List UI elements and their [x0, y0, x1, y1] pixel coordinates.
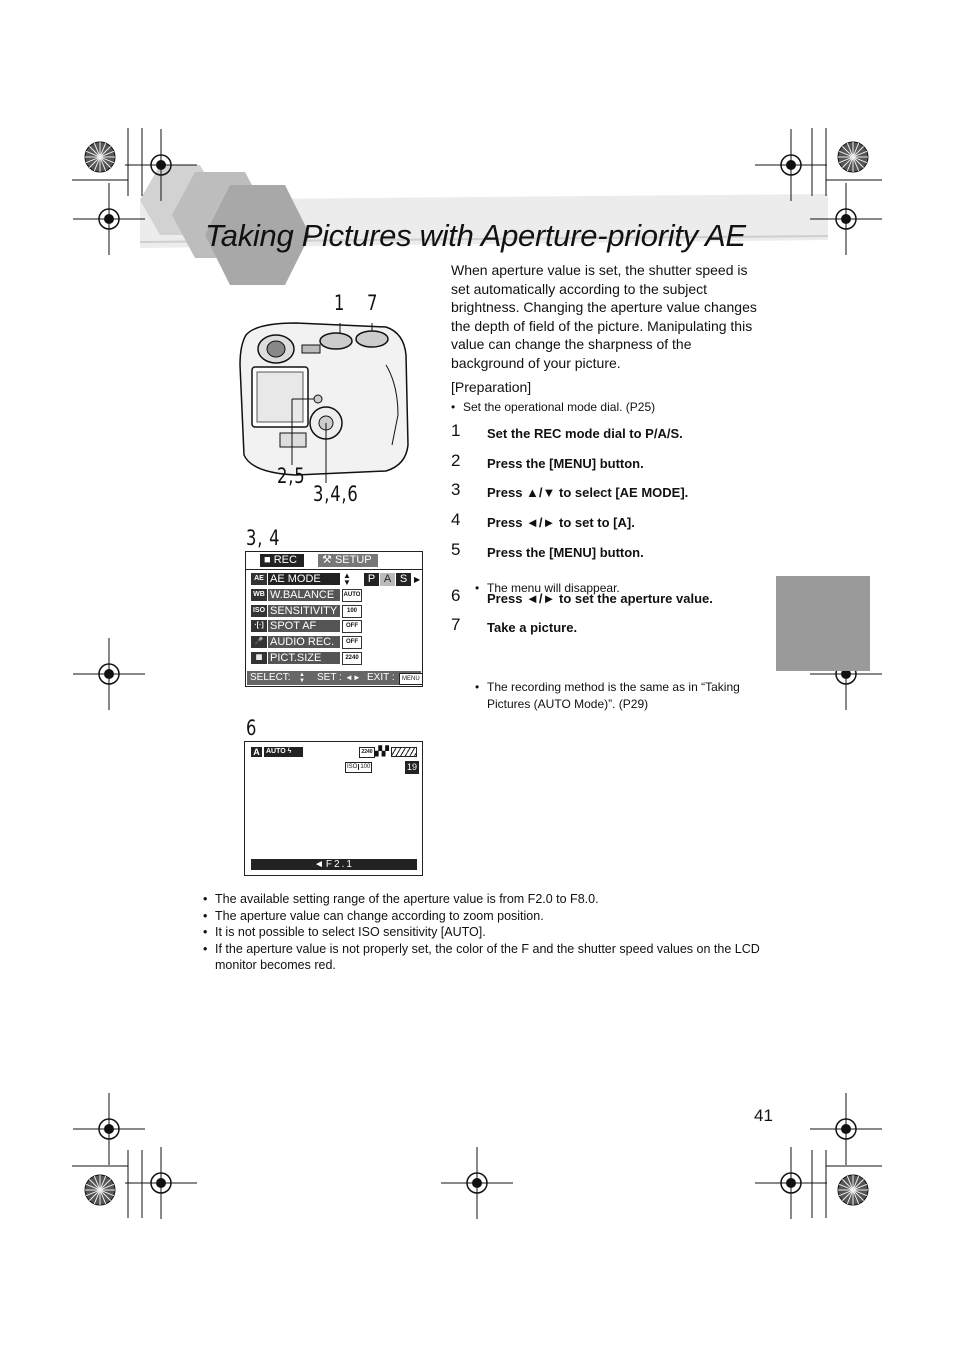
- preparation-bullet: • Set the operational mode dial. (P25): [451, 399, 763, 416]
- lcd-screen-callout: 6: [246, 716, 258, 740]
- step-number: 7: [451, 615, 461, 634]
- tab-setup: ⚒ SETUP: [318, 554, 378, 567]
- step-5-note: • The menu will disappear.: [475, 580, 757, 597]
- step-text: Press the [MENU] button.: [487, 456, 644, 471]
- flash-icon: ϟ: [287, 748, 292, 755]
- step-number: 4: [451, 510, 461, 529]
- step-text: Press ◄/► to set the aperture value.: [487, 591, 713, 606]
- menu-screen: [245, 551, 423, 687]
- step-number: 5: [451, 540, 461, 559]
- step-7-note: • The recording method is the same as in “Taking Pictures (AUTO Mode)”. (P29): [475, 679, 742, 712]
- footer-set: SET :: [317, 672, 342, 683]
- wb-icon: WB: [251, 589, 267, 601]
- step-text: Press the [MENU] button.: [487, 545, 644, 560]
- menu-row-value: AUTO: [342, 589, 362, 602]
- section-tab: [776, 576, 870, 671]
- quality-icon: ▞▞: [375, 746, 389, 756]
- menu-row-label: SENSITIVITY: [268, 605, 340, 617]
- step-text: Press ▲/▼ to select [AE MODE].: [487, 485, 689, 500]
- picture-size-indicator: 2240: [359, 747, 375, 758]
- tab-rec: ■ REC: [260, 554, 304, 567]
- page-number: 41: [754, 1106, 773, 1125]
- callout-2-5: 2,5: [277, 464, 306, 488]
- wrench-icon: ⚒: [322, 554, 332, 566]
- auto-indicator: AUTO ϟ: [264, 747, 303, 757]
- callout-1: 1: [334, 291, 346, 315]
- step-number: 1: [451, 421, 461, 440]
- menu-screen-callout: 3, 4: [246, 526, 281, 550]
- preparation-heading: [Preparation]: [451, 379, 532, 395]
- ae-mode-options: [364, 573, 412, 586]
- intro-paragraph: When aperture value is set, the shutter speed is set automatically according to the subject brightness. Changing the aperture value changes the depth of field of the picture. Manipulating this value can change the sharpness of the background of your picture.: [451, 262, 757, 371]
- option-s: S: [396, 573, 411, 586]
- iso-icon: ISO: [251, 605, 267, 617]
- menu-footer: [247, 671, 421, 685]
- note-item: • If the aperture value is not properly set, the color of the F and the shutter speed values on the LCD monitor becomes red.: [203, 941, 763, 974]
- left-right-icon: ◄►: [345, 673, 361, 682]
- callout-7: 7: [367, 291, 379, 315]
- note-item: • The aperture value can change according to zoom position.: [203, 908, 763, 925]
- picture-size-icon: ▦: [251, 652, 267, 664]
- page-title: Taking Pictures with Aperture-priority AE: [205, 218, 746, 253]
- option-a: A: [380, 573, 395, 586]
- callout-3-4-6: 3,4,6: [313, 482, 359, 506]
- menu-row-value: 2240: [342, 652, 362, 665]
- menu-row-label: AE MODE: [268, 573, 340, 585]
- footer-exit: EXIT :: [367, 672, 395, 683]
- lcd-screen: [244, 741, 423, 876]
- menu-tabs: [246, 552, 422, 570]
- option-p: P: [364, 573, 379, 586]
- arrow-right-icon: ▶: [414, 575, 421, 584]
- note-item: • It is not possible to select ISO sensitivity [AUTO].: [203, 924, 763, 941]
- microphone-icon: 🎤: [251, 636, 267, 648]
- step-text: Take a picture.: [487, 620, 578, 635]
- menu-row-ae-mode: [251, 573, 419, 586]
- battery-icon: [391, 747, 417, 757]
- up-down-icon: ▲ ▼: [343, 571, 351, 587]
- spot-af-icon: ·[·]: [251, 620, 267, 632]
- camera-illustration: [236, 315, 412, 483]
- menu-row-label: SPOT AF: [268, 620, 340, 632]
- footer-select: SELECT:: [250, 672, 291, 683]
- step-text: Set the REC mode dial to P/A/S.: [487, 426, 683, 441]
- menu-key-icon: MENU: [399, 673, 423, 685]
- notes-list: [203, 891, 763, 974]
- ae-icon: AE: [251, 573, 267, 585]
- menu-row-value: 100: [342, 605, 362, 618]
- mode-a-indicator: A: [251, 747, 262, 757]
- menu-row-label: PICT.SIZE: [268, 652, 340, 664]
- aperture-value-bar: ◄F2.1: [251, 859, 417, 870]
- up-down-icon: ▲ ▼: [299, 672, 305, 684]
- menu-row-label: W.BALANCE: [268, 589, 340, 601]
- step-number: 3: [451, 480, 461, 499]
- menu-row-value: OFF: [342, 636, 362, 649]
- menu-row-value: OFF: [342, 620, 362, 633]
- step-number: 6: [451, 586, 461, 605]
- remaining-count: 19: [406, 762, 417, 772]
- camera-icon: ■: [264, 554, 271, 566]
- iso-indicator: ISO 100: [345, 762, 372, 773]
- step-text: Press ◄/► to set to [A].: [487, 515, 635, 530]
- step-number: 2: [451, 451, 461, 470]
- note-item: • The available setting range of the aperture value is from F2.0 to F8.0.: [203, 891, 763, 908]
- menu-row-label: AUDIO REC.: [268, 636, 340, 648]
